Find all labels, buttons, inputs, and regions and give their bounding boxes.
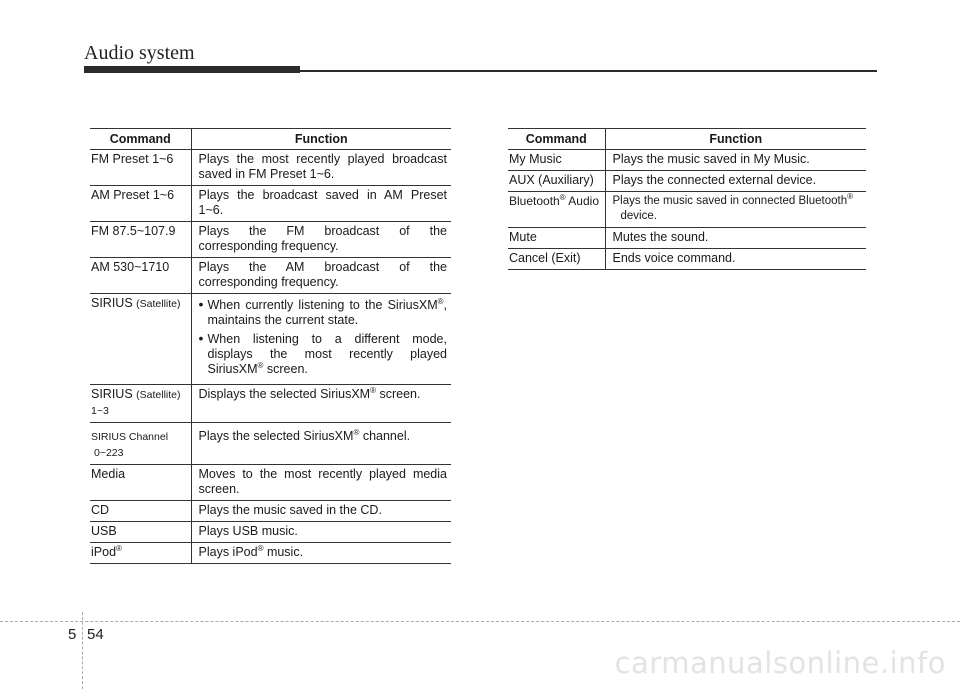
bullet-item [199,332,448,377]
table-header-row [508,129,866,150]
command-cell [508,192,605,228]
command-text: iPod [91,545,117,559]
function-cell: Plays the music saved in the CD. [191,501,451,522]
bullet-item [199,298,448,328]
command-text: SIRIUS [91,387,137,401]
footer-guide-line [0,621,960,622]
registered-mark: ® [437,296,444,306]
function-cell: Moves to the most recently played media screen. [191,465,451,501]
function-text: Plays the music saved in connected Bluetooth [612,195,848,207]
command-cell: Cancel (Exit) [508,249,605,270]
registered-mark: ® [559,193,566,202]
table-row [90,222,451,258]
chapter-number: 5 [68,626,77,643]
table-row [90,522,451,543]
command-range: 1~3 [91,405,109,417]
function-cell: Plays the broadcast saved in AM Preset 1~6. [191,186,451,222]
table-row [90,543,451,564]
bullet-text: When listening to a different mode, displays the most recently played SiriusXM [207,332,447,376]
table-row [90,150,451,186]
table-row [508,228,866,249]
table-row [508,171,866,192]
function-cell [191,543,451,564]
function-cell: Plays the connected external device. [605,171,866,192]
registered-mark: ® [847,192,854,202]
table-row [90,385,451,423]
function-text: channel. [359,429,411,443]
function-cell: Plays the AM broadcast of the corresponding frequency. [191,258,451,294]
column-header-function: Function [605,129,866,150]
table-row [90,294,451,385]
command-cell: FM 87.5~107.9 [90,222,191,258]
table-row [90,423,451,465]
command-text: Audio [565,194,599,208]
function-cell: Plays the most recently played broadcast saved in FM Preset 1~6. [191,150,451,186]
command-text: Bluetooth [509,194,560,208]
command-cell: AUX (Auxiliary) [508,171,605,192]
function-cell [191,423,451,465]
function-cell: Plays USB music. [191,522,451,543]
command-range: 0~223 [94,447,124,459]
command-cell [90,294,191,385]
function-cell: Plays the FM broadcast of the corresponding frequency. [191,222,451,258]
function-text: Plays iPod [198,545,258,559]
header-rule-thick [84,66,300,73]
command-qualifier: (Satellite) [136,389,181,401]
table-row [90,186,451,222]
command-cell: USB [90,522,191,543]
footer-guide-line-vertical [82,612,83,689]
function-cell: Mutes the sound. [605,228,866,249]
header-rule-thin [300,70,877,72]
command-cell [90,543,191,564]
command-cell: My Music [508,150,605,171]
table-row [508,249,866,270]
function-text: device. [620,210,657,222]
function-text: music. [263,545,304,559]
command-cell: Mute [508,228,605,249]
column-header-function: Function [191,129,451,150]
command-cell [90,423,191,465]
command-cell: FM Preset 1~6 [90,150,191,186]
function-text: screen. [376,387,421,401]
command-cell: AM Preset 1~6 [90,186,191,222]
table-row [90,465,451,501]
registered-mark: ® [116,543,122,553]
column-header-command: Command [508,129,605,150]
bullet-text: When currently listening to the SiriusXM [207,298,438,312]
function-text: Displays the selected SiriusXM [198,387,371,401]
voice-command-table-left [90,128,451,564]
table-row [90,501,451,522]
page-header-title: Audio system [84,42,195,64]
command-cell: CD [90,501,191,522]
command-cell [90,385,191,423]
table-header-row [90,129,451,150]
command-cell: Media [90,465,191,501]
function-cell [191,385,451,423]
registered-mark: ® [257,360,264,370]
page-number: 54 [87,626,104,643]
bullet-text: screen. [263,362,308,376]
function-cell: Ends voice command. [605,249,866,270]
command-qualifier: (Satellite) [136,298,181,310]
command-text: SIRIUS Channel [91,431,169,443]
registered-mark: ® [257,543,264,553]
column-header-command: Command [90,129,191,150]
registered-mark: ® [370,385,377,395]
function-cell [191,294,451,385]
table-row [508,192,866,228]
table-row [508,150,866,171]
voice-command-table-right [508,128,866,270]
site-watermark: carmanualsonline.info [614,646,946,680]
bullet-text: , maintains the current state. [207,298,447,327]
function-cell [605,192,866,228]
function-text: Plays the selected SiriusXM [198,429,354,443]
registered-mark: ® [353,427,360,437]
command-text: SIRIUS [91,296,137,310]
command-cell: AM 530~1710 [90,258,191,294]
function-cell: Plays the music saved in My Music. [605,150,866,171]
table-row [90,258,451,294]
